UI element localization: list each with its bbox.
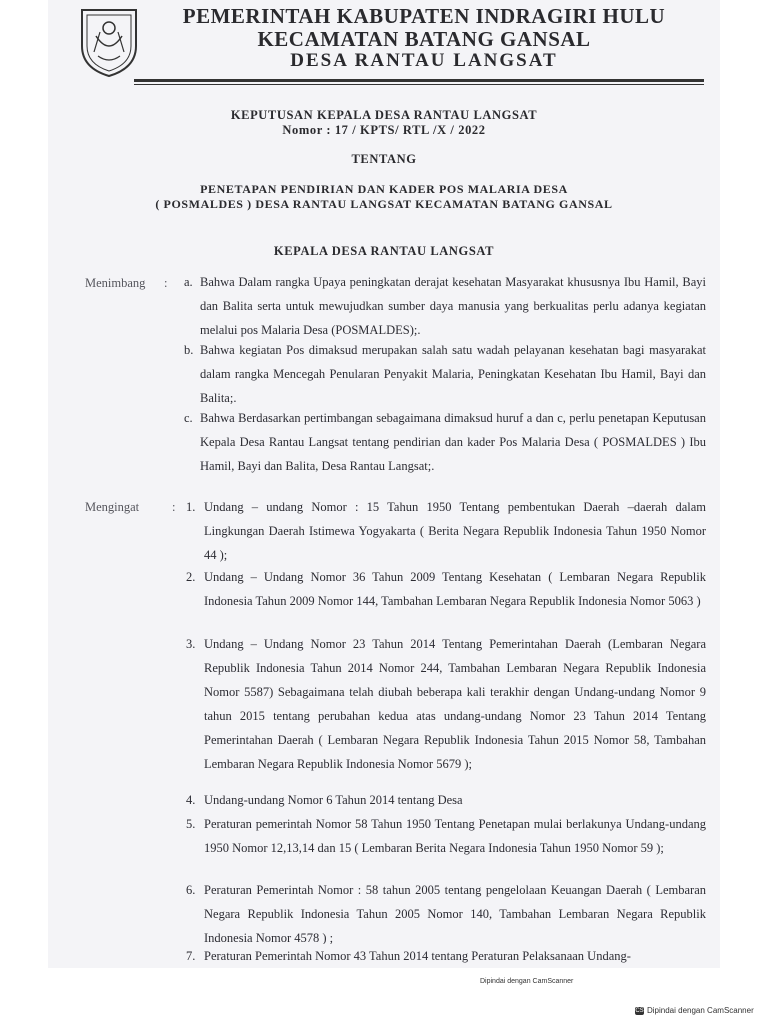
menimbang-item-c: Bahwa Berdasarkan pertimbangan sebagaimana dimaksud huruf a dan c, perlu penetapan Keputusan Kepala Desa Rantau Langsat tentang pendirian dan kader Pos Malaria Desa ( POSMALDES ) Ibu Hamil, Bayi dan Balita, Desa Rantau Langsat;. [200, 411, 706, 473]
letterhead-rule-thick [134, 79, 704, 82]
menimbang-item-a: Bahwa Dalam rangka Upaya peningkatan derajat kesehatan Masyarakat khususnya Ibu Hamil, Bayi dan Balita serta untuk mewujudkan sumber daya manusia yang berkualitas perlu adanya kegiatan melalui pos Malaria Desa (POSMALDES);. [200, 275, 706, 337]
mengingat-item-5: Peraturan pemerintah Nomor 58 Tahun 1950 Tentang Penetapan mulai berlakunya Undang-undang 1950 Nomor 12,13,14 dan 15 ( Lembaran Berita Negara Indonesia Tahun 1950 Nomor 59 ); [204, 817, 706, 855]
mengingat-mark-1: 1. [186, 500, 196, 514]
mengingat-mark-5: 5. [186, 817, 196, 831]
menimbang-colon: : [164, 276, 168, 290]
mengingat-mark-2: 2. [186, 570, 196, 584]
decree-number: Nomor : 17 / KPTS/ RTL /X / 2022 [282, 123, 486, 137]
menimbang-label: Menimbang [85, 276, 146, 290]
decree-about: TENTANG [351, 152, 417, 166]
camscanner-icon: CS [635, 1007, 644, 1014]
menimbang-item-b: Bahwa kegiatan Pos dimaksud merupakan salah satu wadah pelayanan kesehatan bagi masyarakat dalam rangka Mencegah Penularan Penyakit Malaria, Peningkatan Kesehatan Ibu Hamil, Bayi dan Balita;. [200, 343, 706, 405]
letterhead-district: KECAMATAN BATANG GANSAL [257, 27, 591, 51]
decree-title: KEPUTUSAN KEPALA DESA RANTAU LANGSAT [230, 108, 538, 122]
menimbang-mark-a: a. [184, 275, 193, 289]
mengingat-item-2: Undang – Undang Nomor 36 Tahun 2009 Tentang Kesehatan ( Lembaran Negara Republik Indonesia Tahun 2009 Nomor 144, Tambahan Lembaran Negara Republik Indonesia Nomor 5063 ) [204, 570, 706, 608]
decree-subject-line2: ( POSMALDES ) DESA RANTAU LANGSAT KECAMATAN BATANG GANSAL [155, 197, 613, 211]
menimbang-mark-b: b. [184, 343, 194, 357]
scan-badge-label: Dipindai dengan CamScanner [647, 1006, 754, 1015]
letterhead-regency: PEMERINTAH KABUPATEN INDRAGIRI HULU [182, 4, 666, 28]
scan-watermark: Dipindai dengan CamScanner [480, 978, 574, 985]
mengingat-mark-6: 6. [186, 883, 196, 897]
scan-badge [635, 1006, 754, 1015]
decree-subject-line1: PENETAPAN PENDIRIAN DAN KADER POS MALARIA DESA [200, 182, 568, 196]
mengingat-item-4: Undang-undang Nomor 6 Tahun 2014 tentang Desa [204, 793, 463, 807]
mengingat-label: Mengingat [85, 500, 140, 514]
mengingat-mark-4: 4. [186, 793, 196, 807]
letterhead [48, 0, 720, 88]
mengingat-mark-7: 7. [186, 949, 196, 963]
mengingat-item-6: Peraturan Pemerintah Nomor : 58 tahun 2005 tentang pengelolaan Keuangan Daerah ( Lembaran Negara Republik Indonesia Tahun 2005 Nomor 140, Tambahan Lembaran Negara Republik Indonesia Nomor 4578 ) ; [204, 883, 706, 944]
decree-authority: KEPALA DESA RANTAU LANGSAT [273, 244, 495, 258]
mengingat-item-3: Undang – Undang Nomor 23 Tahun 2014 Tentang Pemerintahan Daerah (Lembaran Negara Republik Indonesia Tahun 2014 Nomor 244, Tambahan Lembaran Negara Republik Indonesia Nomor 5587) Sebagaimana telah diubah beberapa kali terakhir dengan Undang-undang Nomor 9 tahun 2015 tentang perubahan kedua atas undang-undang Nomor 23 Tahun 2014 Tentang Pemerintahan Daerah ( Lembaran Negara Republik Indonesia Tahun 2015 Nomor 58, Tambahan Lembaran Negara Republik Indonesia Nomor 5679 ); [204, 637, 706, 771]
mengingat-mark-3: 3. [186, 637, 196, 651]
document-page [48, 0, 720, 968]
letterhead-rule-thin [134, 84, 704, 85]
letterhead-village: DESA RANTAU LANGSAT [290, 50, 558, 71]
mengingat-item-7: Peraturan Pemerintah Nomor 43 Tahun 2014 tentang Peraturan Pelaksanaan Undang- [204, 949, 631, 963]
mengingat-item-1: Undang – undang Nomor : 15 Tahun 1950 Tentang pembentukan Daerah –daerah dalam Lingkungan Daerah Istimewa Yogyakarta ( Berita Negara Republik Indonesia Tahun 1950 Nomor 44 ); [204, 500, 706, 562]
menimbang-mark-c: c. [184, 411, 193, 425]
mengingat-colon: : [172, 500, 176, 514]
